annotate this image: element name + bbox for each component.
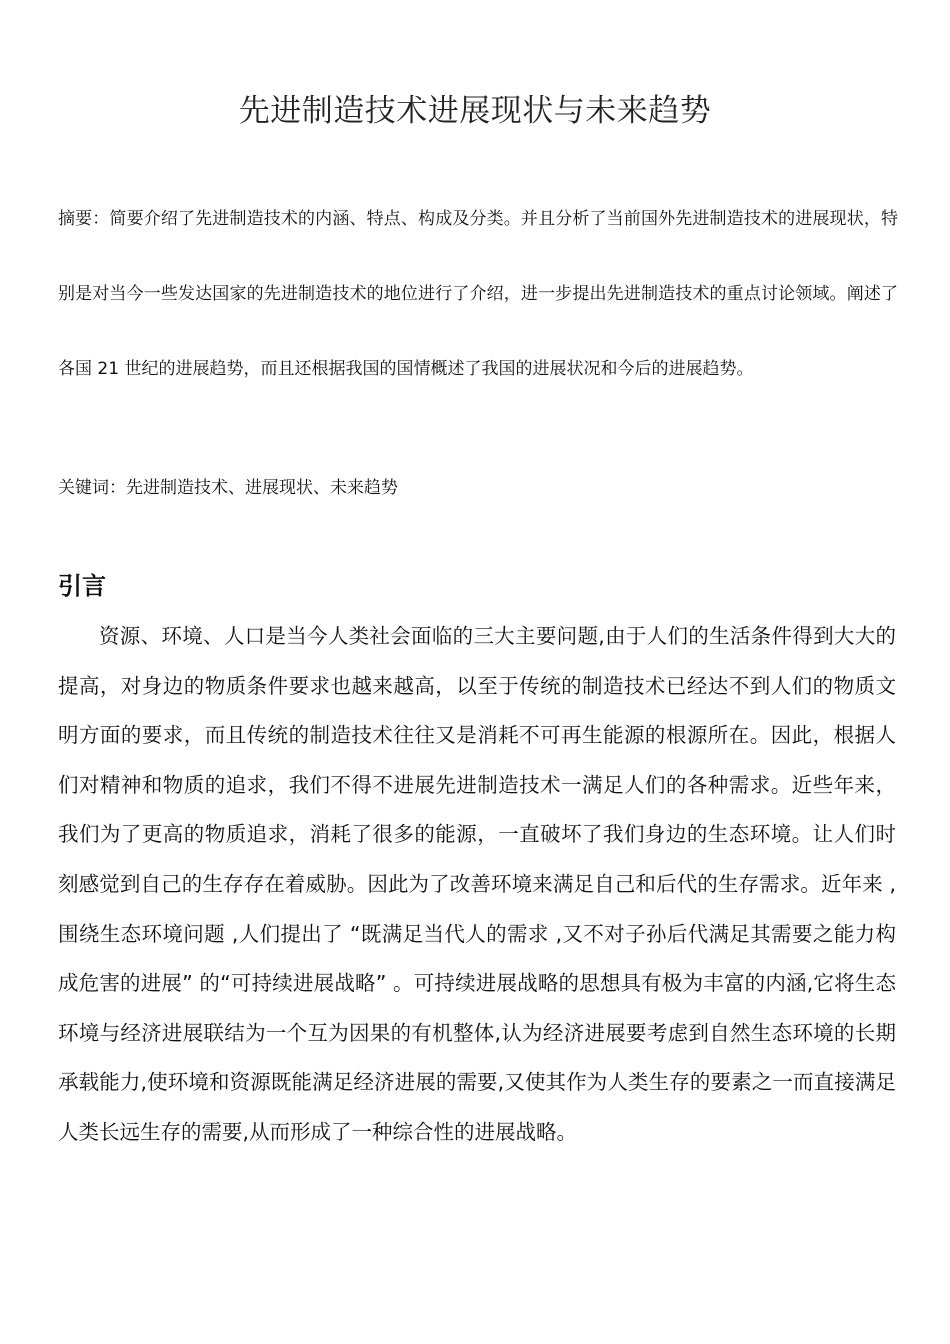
keywords-line: 关键词：先进制造技术、进展现状、未来趋势	[58, 478, 398, 498]
abstract-paragraph: 摘要：简要介绍了先进制造技术的内涵、特点、构成及分类。并且分析了当前国外先进制造技术的进展现状，特别是对当今一些发达国家的先进制造技术的地位进行了介绍，进一步提出先进制造技术的重点讨论领域。阐述了各国 21 世纪的进展趋势，而且还根据我国的国情概述了我国的进展状况和今后的进展趋势。	[58, 209, 898, 379]
section-heading-introduction: 引言	[58, 572, 106, 600]
document-title: 先进制造技术进展现状与未来趋势	[238, 93, 712, 129]
introduction-paragraph: 资源、环境、人口是当今人类社会面临的三大主要问题,由于人们的生活条件得到大大的提高，对身边的物质条件要求也越来越高，以至于传统的制造技术已经达不到人们的物质文明方面的要求，而且传统的制造技术往往又是消耗不可再生能源的根源所在。因此，根据人们对精神和物质的追求，我们不得不进展先进制造技术一满足人们的各种需求。近些年来，我们为了更高的物质追求，消耗了很多的能源，一直破坏了我们身边的生态环境。让人们时刻感觉到自己的生存存在着威胁。因此为了改善环境来满足自己和后代的生存需求。近年来 ,围绕生态环境问题 ,人们提出了 “既满足当代人的需求 ,又不对子孙后代满足其需要之能力构成危害的进展” 的“可持续进展战略” 。可持续进展战略的思想具有极为丰富的内涵,它将生态环境与经济进展联结为一个互为因果的有机整体,认为经济进展要考虑到自然生态环境的长期承载能力,使环境和资源既能满足经济进展的需要,又使其作为人类生存的要素之一而直接满足人类长远生存的需要,从而形成了一种综合性的进展战略。	[58, 624, 896, 1144]
